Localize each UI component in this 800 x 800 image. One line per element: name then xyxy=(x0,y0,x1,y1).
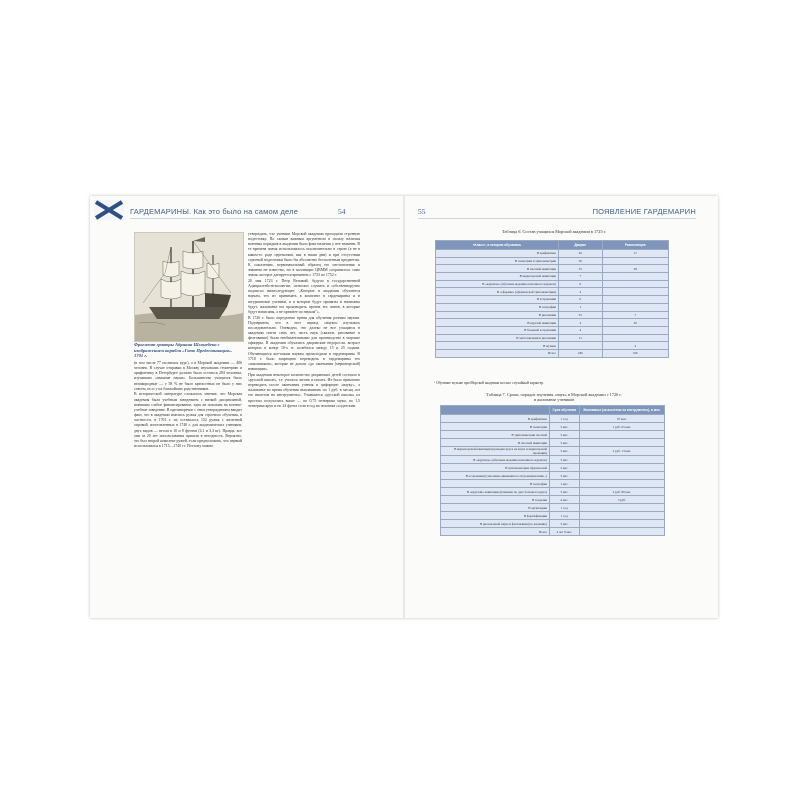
running-header-right: ПОЯВЛЕНИЕ ГАРДЕМАРИН xyxy=(592,207,696,216)
table-cell: 3 мес. xyxy=(550,520,580,528)
table-cell xyxy=(579,431,664,439)
table-row xyxy=(441,439,665,447)
table-row xyxy=(441,504,665,512)
table-row xyxy=(441,447,665,456)
table-cell: В арифметике xyxy=(436,250,559,258)
page-number-left: 54 xyxy=(338,207,346,216)
table-cell: В плоской навигации xyxy=(441,439,550,447)
table-cell: 6 xyxy=(559,280,603,288)
table-header-cell xyxy=(441,406,550,415)
table-cell xyxy=(559,342,603,350)
page-number-right: 55 xyxy=(418,207,426,216)
table-cell: В «журнале» (обучение ведению вахтенного журнала) xyxy=(436,280,559,288)
table-cell xyxy=(579,528,664,536)
table-cell xyxy=(602,257,668,265)
table-cell: 1 руб. 65 коп. xyxy=(579,423,664,431)
table-cell: 4 xyxy=(602,342,668,350)
table-row xyxy=(436,280,669,288)
table-cell: 2 мес. xyxy=(550,464,580,472)
table-cell xyxy=(579,464,664,472)
table-header-row xyxy=(436,241,669,250)
table-row xyxy=(436,257,669,265)
table-cell: 97 коп. xyxy=(579,415,664,423)
table-cell: 4 мес. xyxy=(550,496,580,504)
table-cell xyxy=(579,512,664,520)
header-rule-right xyxy=(418,218,696,219)
table-cell xyxy=(602,296,668,304)
table-cell: В астрономии xyxy=(436,296,559,304)
table-6 xyxy=(435,240,669,358)
table-cell: Всего xyxy=(436,349,559,357)
table-cell: 55 xyxy=(559,311,603,319)
paragraph: При академии некоторое количество дворянских детей состояло в «русской школе», т.е. училось читать и писать. Их было приказано переводить после окончания учения в цифирную «науку», а жалованье во время обучения выплачивать по 1 руб. в месяц «из его вычетом на инструменты». Учившиеся «русской школы» из простых получались выше — по 0,75 четверика муки, по 1,5 четверика круп и по 24 фунта соли в год на человека солдатским xyxy=(248,372,360,408)
table-cell: В «сферике» (сферической тригонометрии) xyxy=(436,288,559,296)
ship-engraving-illustration xyxy=(135,233,243,341)
table-row xyxy=(436,296,669,304)
table-cell: 7 xyxy=(559,273,603,281)
table-6-title: Таблица 6. Состав учащихся Морской академии в 1725 г. xyxy=(501,229,607,234)
ship-engraving xyxy=(134,232,244,342)
table-cell: В арифметике xyxy=(441,415,550,423)
text-column-b xyxy=(248,232,360,409)
table-cell: 4 лет 9 мес. xyxy=(550,528,580,536)
table-row xyxy=(436,250,669,258)
table-cell: В музыке xyxy=(436,342,559,350)
table-row xyxy=(436,273,669,281)
table-cell: 1 год xyxy=(550,504,580,512)
paragraph: утверждать, что ученики Морской академии проходили строевую подготовку. По самым важным аргументом в пользу наличия военных порядков в академии было факт наличия у нее знамени. В те времена знамя использовалось исключительно в строю (а не в каком-то роде церемонии, как в наши дни) и при отсутствии строевой подготовки было бы абсолютно бесполезным предметом. К сожалению, первоначальный образец его изготовления и знамени не известно, но в коллекции ЦВММ сохранилось само знамя, которое датируется временем с 1733 по 1752 г. xyxy=(248,232,360,278)
table-cell xyxy=(602,273,668,281)
table-row xyxy=(436,326,669,334)
footnote: ¹ Обучение музыке при Морской академии носило случайный характер. xyxy=(434,381,544,385)
table-cell: 3 мес. xyxy=(550,431,580,439)
table-cell: 3 мес. xyxy=(550,447,580,456)
table-header-cell: Разночинцев xyxy=(602,241,668,250)
table-cell: 30 xyxy=(602,319,668,327)
st-andrew-flag-icon xyxy=(94,200,124,220)
table-cell xyxy=(579,472,664,480)
table-header-cell: Жалованье (за вычетом на инструменты), в мес. xyxy=(579,406,664,415)
table-cell: В большой астрономии xyxy=(436,326,559,334)
table-cell: Всего xyxy=(441,528,550,536)
table-cell xyxy=(579,480,664,488)
table-cell: В «журнале» (обучение ведению вахтенного журнала) xyxy=(441,456,550,464)
table-cell: 3 руб. xyxy=(579,496,664,504)
table-cell: 26 xyxy=(559,250,603,258)
table-cell: В тригонометрии сферической xyxy=(441,464,550,472)
table-row xyxy=(441,472,665,480)
table-cell: В тригонометрии плоской xyxy=(441,431,550,439)
running-header-left: ГАРДЕМАРИНЫ. Как это было на самом деле xyxy=(130,207,299,216)
table-row xyxy=(436,342,669,350)
table-row xyxy=(436,265,669,273)
table-row xyxy=(441,488,665,496)
table-7-title xyxy=(434,392,674,402)
table-cell: 28 xyxy=(602,265,668,273)
table-header-cell: «Класс», в котором обучались xyxy=(436,241,559,250)
table-cell xyxy=(579,504,664,512)
table-cell: В фортификации xyxy=(441,512,550,520)
table-cell: 35 xyxy=(559,265,603,273)
table-row xyxy=(441,480,665,488)
table-cell: В рисовании xyxy=(436,311,559,319)
table-cell: В географии xyxy=(441,480,550,488)
table-cell xyxy=(602,303,668,311)
table-cell: 1 мес. xyxy=(550,480,580,488)
table-cell xyxy=(579,520,664,528)
table-cell: 3 мес. xyxy=(550,488,580,496)
table-cell: 3 мес. xyxy=(550,472,580,480)
table-header-cell: Дворян xyxy=(559,241,603,250)
header-rule-left xyxy=(130,218,400,219)
paragraph: (в том числе 77 посничих курс), а в Морской академии — 406 человек. В случае отправки в Москву изучавших геометрию и арифметику в Петербурге должно было остаться 284 человека, изучавших «вышние науки». Большинство учащихся было великородные — у 58 % не было крепостных не было у них совсем, но и у их ближайших родственников. xyxy=(134,361,242,391)
table-cell: 6 xyxy=(559,296,603,304)
table-cell: В географии xyxy=(436,303,559,311)
table-cell: В геодезии xyxy=(441,496,550,504)
table-row xyxy=(436,349,669,357)
table-cell: В меркаторской навигации (проводка курса на карте и меркаторской проекции) xyxy=(441,447,550,456)
table-cell: 4 xyxy=(559,288,603,296)
table-cell: 186 xyxy=(559,349,603,357)
table-row xyxy=(441,496,665,504)
book-spread xyxy=(90,196,718,618)
table-cell: В рисовальной науке и фехтовании (по желанию) xyxy=(441,520,550,528)
table-7-title-line2: и жалованье учеников xyxy=(533,397,575,402)
table-cell: 4 xyxy=(559,326,603,334)
table-row xyxy=(441,423,665,431)
table-row xyxy=(441,456,665,464)
table-row xyxy=(436,311,669,319)
left-page xyxy=(90,196,404,618)
table-cell: 1 год xyxy=(550,512,580,520)
table-cell: 1 xyxy=(559,303,603,311)
table-row xyxy=(441,415,665,423)
table-cell: 11 xyxy=(559,334,603,342)
table-cell: В меркаторской навигации xyxy=(436,273,559,281)
table-row xyxy=(436,303,669,311)
paragraph: В 1726 г. было определено время для обучения разным наукам. Подчеркнем, что в этот период «науки» изучались последовательно. Очевидно, что далеко не все учащиеся в академии почти семь лет, часть наук (скажем, рисование и фехтование) были необязательными для производства в морские офицеры. В академии обучались дворянские недоросли, возраст которых в конце 10-х гг. колебался между 15 и 25 годами. Обучающиеся кое-каким наукам происходили в гардемарины. В 1718 г. было запрещено переводить в гардемарины тех «школьников», которые не дошли «до окончания [меркаторской] навигации». xyxy=(248,315,360,372)
table-cell: 106 xyxy=(602,349,668,357)
table-cell: В «круглой» навигации (плавание по дуге большого круга) xyxy=(441,488,550,496)
paragraph: 20 мая 1723 г. Петр Великий, будучи в государственной Адмиралтейств-коллегии, «изволил слушать и собственноручно подписал нижеследующее: „Которые в академии обучаются наукам, тех из принимать в комплект в гардемарины и в штурманские ученики, и в которые будут приняты и написаны будут, жалованье им производить против тех чинов, в которые будут написаны, а не прежнее по наукам"». xyxy=(248,278,360,314)
paragraph: В исторической литературе сложилось мнение, что Морская академия была учебным заведением с низкой дисциплиной, имевшим слабое финансирование, едва ли похожим на военно-учебное заведение. В противоречие с этим утверждением вводит факт, что в академии имелись ружья для строевого обучения, в частности, в 1761 г. их оставалось 152 ружья с железной оправой, изготовленных в 1740 г. для академических учеников, двух видов — весом в 10 и 8 фунтов (4,1 и 3,3 кг). Правда, все они за 20 лет использования пришли в негодность. Вероятно, это был второй комплект ружей, если предположить, что первый использовался в 1715—1740 гг. Поэтому можно xyxy=(134,392,242,448)
table-cell: 1 год xyxy=(550,415,580,423)
table-cell: 56 xyxy=(559,257,603,265)
table-cell: 3 мес. xyxy=(550,456,580,464)
table-cell xyxy=(602,288,668,296)
table-cell: В астрономии (счисление движения по астрономическим...) xyxy=(441,472,550,480)
table-cell: В геометрии xyxy=(441,423,550,431)
table-cell xyxy=(602,334,668,342)
table-cell xyxy=(602,326,668,334)
table-row xyxy=(436,288,669,296)
table-row xyxy=(436,319,669,327)
table-cell: В плоской навигации xyxy=(436,265,559,273)
table-cell: 2 руб. 13 коп. xyxy=(579,447,664,456)
table-cell xyxy=(579,456,664,464)
table-cell: 3 мес. xyxy=(550,423,580,431)
table-7-title-line1: Таблица 7. Сроки, порядок изучения «наук» в Морской академии с 1726 г. xyxy=(486,392,622,397)
table-cell xyxy=(602,280,668,288)
table-header-row xyxy=(441,406,665,415)
table-cell: 17 xyxy=(602,250,668,258)
table-header-cell: Срок обучения xyxy=(550,406,580,415)
table-cell: В артиллерии xyxy=(441,504,550,512)
table-7 xyxy=(440,405,665,536)
table-row xyxy=(441,528,665,536)
table-cell: В чистописании и рисовании xyxy=(436,334,559,342)
table-row xyxy=(436,334,669,342)
figure-caption: Фрагмент гравюры Адриана Шхонебека с изображением корабля «Гото Предестинация». 1701 г. xyxy=(134,342,233,359)
table-cell: 3 мес. xyxy=(550,439,580,447)
table-cell: 2 руб. 80 коп. xyxy=(579,488,664,496)
table-cell: 4 xyxy=(559,319,603,327)
table-row xyxy=(441,431,665,439)
table-row xyxy=(441,520,665,528)
table-cell: В геометрии и тригонометрии xyxy=(436,257,559,265)
table-row xyxy=(441,464,665,472)
table-cell xyxy=(579,439,664,447)
table-cell: В круглой навигации xyxy=(436,319,559,327)
table-row xyxy=(441,512,665,520)
table-cell: 7 xyxy=(602,311,668,319)
right-page xyxy=(404,196,718,618)
text-column-a xyxy=(134,361,242,450)
